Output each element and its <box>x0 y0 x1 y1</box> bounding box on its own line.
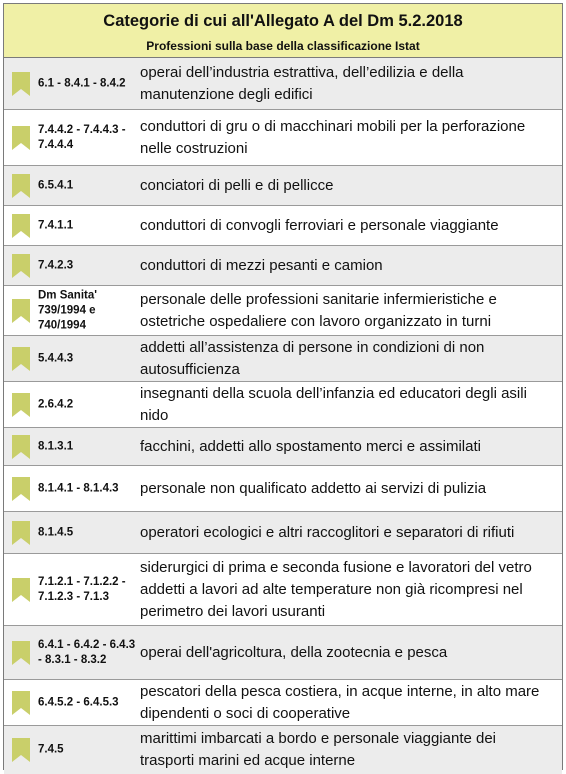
bookmark-icon <box>12 435 30 459</box>
row-code: 8.1.4.1 - 8.1.4.3 <box>38 482 119 494</box>
row-description: insegnanti della scuola dell’infanzia ed educatori degli asili nido <box>140 384 527 424</box>
categories-table <box>3 3 563 770</box>
table-row <box>4 428 562 466</box>
bookmark-icon <box>12 174 30 198</box>
table-title: Categorie di cui all'Allegato A del Dm 5.2.2018 <box>103 12 463 30</box>
row-description: personale delle professioni sanitarie infermieristiche e ostetriche ospedaliere con lavoro organizzato in turni <box>140 290 497 330</box>
table-row <box>4 336 562 382</box>
row-code: 5.4.4.3 <box>38 352 74 364</box>
row-description: operai dell’industria estrattiva, dell’edilizia e della manutenzione degli edifici <box>140 63 464 103</box>
table-row <box>4 726 562 774</box>
row-code: 7.4.2.3 <box>38 259 74 271</box>
row-code: 8.1.3.1 <box>38 440 74 452</box>
table-row <box>4 512 562 554</box>
table-body <box>4 58 562 774</box>
bookmark-icon <box>12 299 30 323</box>
row-description: siderurgici di prima e seconda fusione e lavoratori del vetro addetti a lavori ad alte temperature non già ricompresi nel perimetro dei lavori usuranti <box>140 558 532 620</box>
row-code: 2.6.4.2 <box>38 398 74 410</box>
bookmark-icon <box>12 691 30 715</box>
row-description: pescatori della pesca costiera, in acque interne, in alto mare dipendenti o soci di cooperative <box>140 682 540 722</box>
table-header <box>4 4 562 58</box>
bookmark-icon <box>12 641 30 665</box>
bookmark-icon <box>12 254 30 278</box>
row-code: 7.1.2.1 - 7.1.2.2 - 7.1.2.3 - 7.1.3 <box>38 575 126 603</box>
row-code: Dm Sanita' 739/1994 e 740/1994 <box>38 289 97 331</box>
table-row <box>4 166 562 206</box>
row-description: conduttori di convogli ferroviari e personale viaggiante <box>140 216 499 234</box>
bookmark-icon <box>12 738 30 762</box>
row-code: 8.1.4.5 <box>38 526 74 538</box>
table-row <box>4 246 562 286</box>
table-row <box>4 206 562 246</box>
table-row <box>4 466 562 512</box>
row-code: 6.1 - 8.4.1 - 8.4.2 <box>38 77 126 89</box>
row-description: operai dell'agricoltura, della zootecnia e pesca <box>140 643 448 661</box>
row-code: 7.4.1.1 <box>38 219 74 231</box>
row-description: facchini, addetti allo spostamento merci e assimilati <box>140 437 481 455</box>
bookmark-icon <box>12 578 30 602</box>
row-code: 7.4.5 <box>38 743 64 756</box>
bookmark-icon <box>12 126 30 150</box>
table-row <box>4 680 562 726</box>
row-code: 6.5.4.1 <box>38 179 74 191</box>
table-row <box>4 626 562 680</box>
bookmark-icon <box>12 521 30 545</box>
bookmark-icon <box>12 347 30 371</box>
table-subtitle: Professioni sulla base della classificazione Istat <box>146 39 420 53</box>
row-description: personale non qualificato addetto ai servizi di pulizia <box>140 479 487 497</box>
row-description: conciatori di pelli e di pellicce <box>140 176 334 194</box>
row-description: conduttori di mezzi pesanti e camion <box>140 256 383 274</box>
table-row <box>4 110 562 166</box>
bookmark-icon <box>12 477 30 501</box>
row-code: 6.4.1 - 6.4.2 - 6.4.3 - 8.3.1 - 8.3.2 <box>38 638 136 666</box>
bookmark-icon <box>12 393 30 417</box>
bookmark-icon <box>12 72 30 96</box>
row-description: addetti all’assistenza di persone in condizioni di non autosufficienza <box>140 338 485 378</box>
row-code: 6.4.5.2 - 6.4.5.3 <box>38 696 119 708</box>
table-row <box>4 382 562 428</box>
row-description: operatori ecologici e altri raccoglitori e separatori di rifiuti <box>140 523 515 541</box>
table-row <box>4 286 562 336</box>
table-row <box>4 554 562 626</box>
table-row <box>4 58 562 110</box>
bookmark-icon <box>12 214 30 238</box>
row-description: conduttori di gru o di macchinari mobili per la perforazione nelle costruzioni <box>140 117 526 157</box>
row-description: marittimi imbarcati a bordo e personale viaggiante dei trasporti marini ed acque interne <box>140 730 497 769</box>
row-code: 7.4.4.2 - 7.4.4.3 - 7.4.4.4 <box>38 123 126 151</box>
